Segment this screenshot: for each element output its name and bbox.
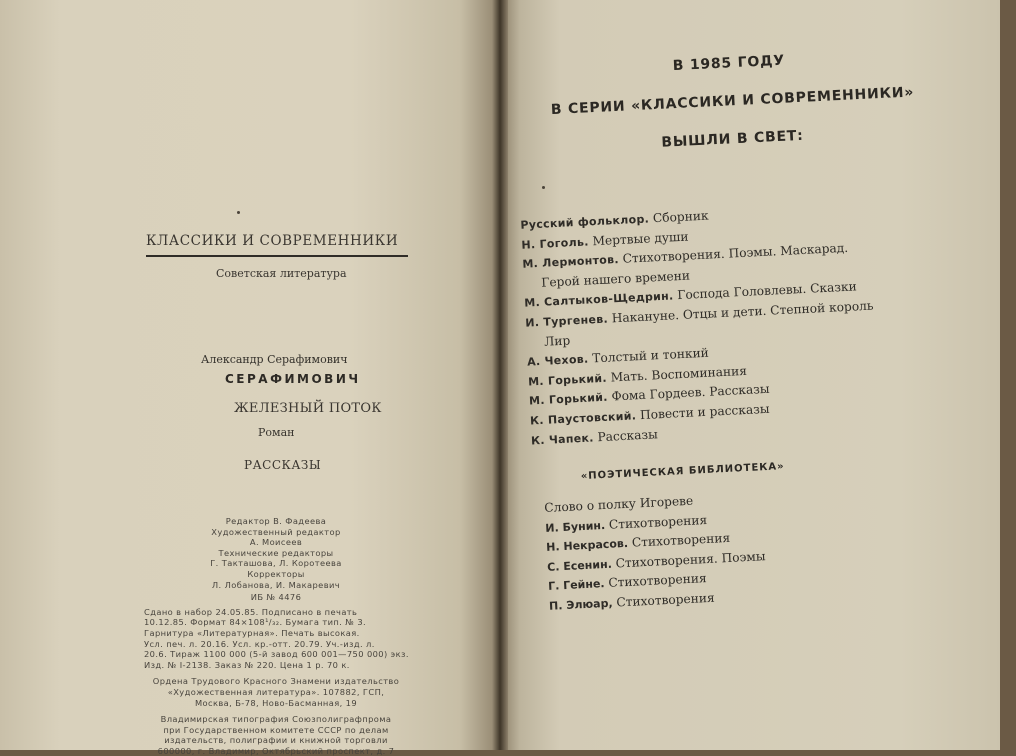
author-full-name: Александр Серафимович: [201, 353, 348, 366]
list-item-work: Герой нашего времени: [540, 268, 691, 290]
book-title: ЖЕЛЕЗНЫЙ ПОТОК: [234, 401, 382, 416]
ink-speck: [542, 186, 545, 189]
list-item-author: Русский фольклор.: [520, 212, 650, 232]
heading-line: ВЫШЛИ В СВЕТ:: [661, 127, 804, 151]
list-item-author: М. Салтыков-Щедрин.: [523, 289, 674, 311]
ink-speck: [237, 211, 240, 214]
list-item-work: Стихотворения. Поэмы. Маскарад.: [622, 240, 849, 266]
printer-line: 600000, г. Владимир, Октябрьский проспект, д. 7: [157, 745, 395, 756]
imprint-line: Изд. № I-2138. Заказ № 220. Цена 1 р. 70 к.: [144, 659, 350, 670]
credit-line: Л. Лобанова, И. Макаревич: [211, 579, 341, 590]
right-page-text: [480, 0, 1016, 751]
list-item-work: Стихотворения. Поэмы: [615, 548, 766, 570]
author-surname: СЕРАФИМОВИЧ: [225, 372, 361, 386]
list-item-author: К. Чапек.: [530, 430, 594, 448]
list-item-author: М. Горький.: [528, 391, 609, 408]
list-item-work: Мать. Воспоминания: [610, 363, 748, 385]
list-item-author: М. Лермонтов.: [522, 253, 620, 271]
list-item-author: И. Тургенев.: [524, 312, 609, 330]
ib-number: ИБ № 4476: [250, 592, 302, 603]
list-item-work: Слово о полку Игореве: [543, 493, 694, 515]
imprint-block: [144, 607, 408, 671]
list-item-work: Повести и рассказы: [639, 401, 770, 423]
poetic-library-heading: «ПОЭТИЧЕСКАЯ БИБЛИОТЕКА»: [580, 461, 785, 483]
printer-line: Владимирская типография Союзполиграфпрома: [160, 714, 392, 725]
list-item-author: К. Паустовский.: [529, 409, 637, 428]
subseries-title: Советская литература: [216, 267, 347, 280]
imprint-line: 20.6. Тираж 1100 000 (5-й завод 600 001—750 000) экз.: [144, 649, 409, 660]
list-item-author: С. Есенин.: [546, 557, 613, 574]
list-item-work: Фома Гордеев. Рассказы: [611, 382, 770, 404]
list-item-author: А. Чехов.: [526, 352, 589, 369]
poetic-list: [544, 488, 768, 616]
list-item-work: Стихотворения: [631, 530, 731, 550]
list-item-work: Стихотворения: [608, 512, 708, 532]
publisher-line: «Художественная литература». 107882, ГСП,: [167, 686, 385, 697]
list-item-work: Сборник: [652, 208, 709, 226]
credit-line: А. Моисеев: [249, 537, 303, 548]
list-item-author: Г. Гейне.: [547, 577, 605, 593]
credit-line: Технические редакторы: [218, 547, 334, 558]
list-item-work: Стихотворения: [608, 571, 707, 590]
list-item-author: Н. Некрасов.: [545, 536, 629, 554]
list-item-author: И. Бунин.: [544, 518, 606, 535]
heading-line: В СЕРИИ «КЛАССИКИ И СОВРЕМЕННИКИ»: [550, 84, 915, 119]
list-item-work: Рассказы: [597, 426, 659, 444]
list-item-author: Н. Гоголь.: [521, 235, 589, 252]
stories-title: РАССКАЗЫ: [244, 458, 322, 472]
list-item-author: М. Горький.: [527, 371, 608, 389]
publisher-block: [144, 676, 408, 708]
printer-line: при Государственном комитете СССР по делам: [163, 724, 389, 735]
list-item-work: Мертвые души: [592, 229, 689, 248]
list-item-work: Лир: [543, 333, 571, 349]
imprint-line: Сдано в набор 24.05.85. Подписано в печать: [144, 606, 358, 617]
colophon: [144, 516, 408, 756]
heading-line: В 1985 ГОДУ: [672, 52, 786, 75]
list-item-work: Господа Головлевы. Сказки: [677, 279, 858, 303]
list-item-work: Стихотворения: [616, 590, 715, 609]
right-page: [500, 0, 1000, 750]
printer-line: издательств, полиграфии и книжной торговли: [164, 735, 388, 746]
imprint-line: Усл. печ. л. 20.16. Усл. кр.-отт. 20.79. Уч.-изд. л.: [144, 638, 375, 649]
series-title: КЛАССИКИ И СОВРЕМЕННИКИ: [146, 233, 399, 249]
printer-block: [144, 714, 408, 756]
credit-line: Г. Такташова, Л. Коротеева: [210, 558, 342, 569]
publisher-line: Москва, Б-78, Ново-Басманная, 19: [194, 697, 358, 708]
left-page: [0, 0, 500, 756]
book-spine: [492, 0, 508, 750]
imprint-line: Гарнитура «Литературная». Печать высокая.: [144, 627, 360, 638]
list-item-work: Толстый и тонкий: [591, 345, 710, 366]
series-divider: [146, 255, 408, 257]
list-item-author: П. Элюар,: [548, 596, 613, 613]
credit-line: Корректоры: [247, 568, 305, 579]
credit-line: Художественный редактор: [211, 526, 341, 537]
published-list: [520, 199, 880, 451]
book-genre: Роман: [258, 426, 295, 439]
publisher-line: Ордена Трудового Красного Знамени издательство: [152, 676, 400, 687]
credit-line: Редактор В. Фадеева: [225, 516, 327, 526]
list-item-work: Накануне. Отцы и дети. Степной король: [611, 298, 874, 326]
imprint-line: 10.12.85. Формат 84×108¹/₃₂. Бумага тип. № 3.: [144, 617, 367, 628]
